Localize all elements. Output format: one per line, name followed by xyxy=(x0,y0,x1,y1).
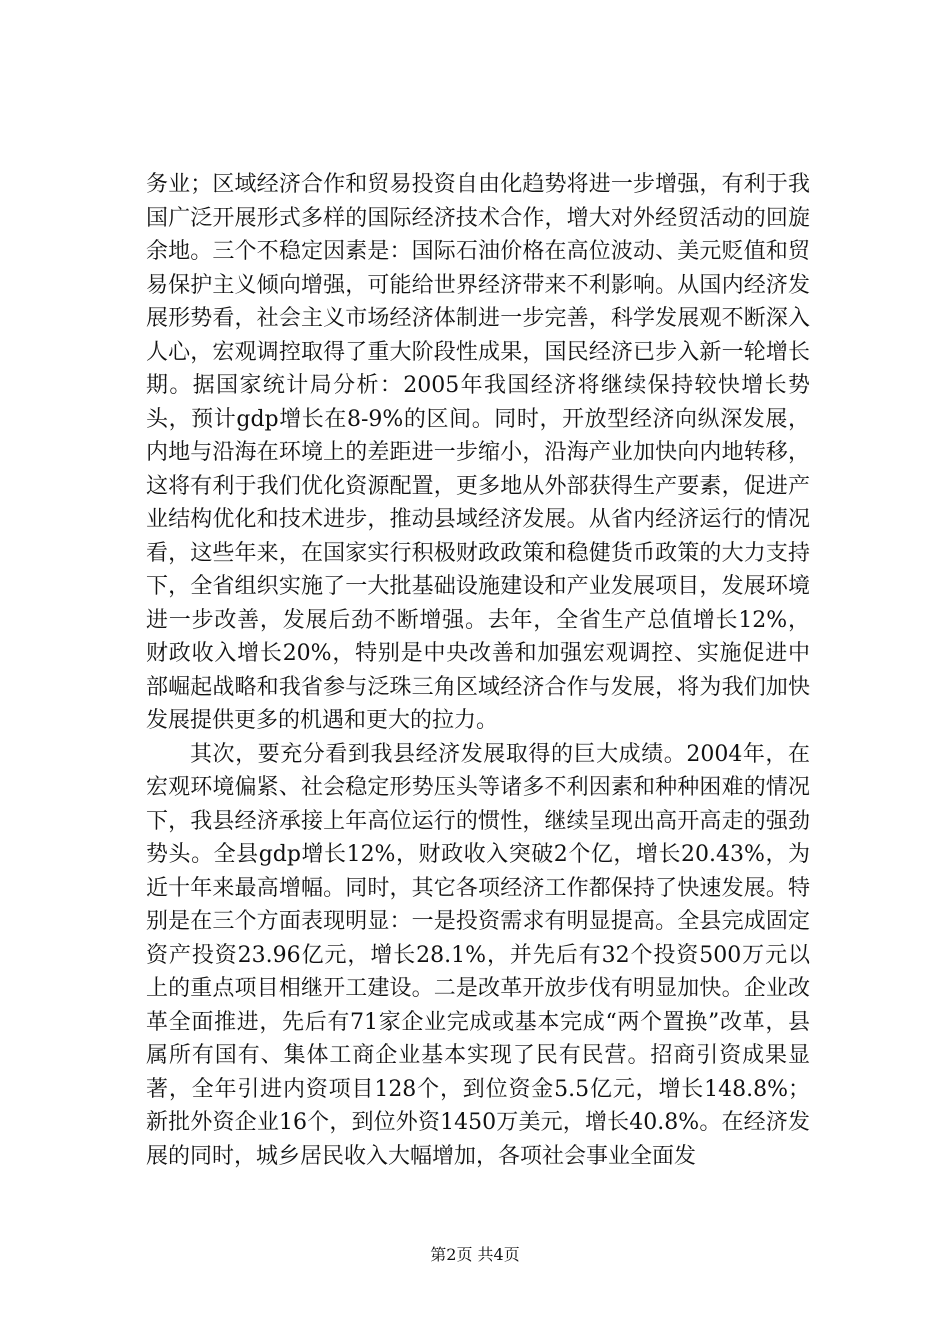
document-body xyxy=(146,168,810,1173)
page-number-label: 第2页 共4页 xyxy=(430,1245,520,1264)
paragraph-1: 务业；区域经济合作和贸易投资自由化趋势将进一步增强，有利于我国广泛开展形式多样的国际经济技术合作，增大对外经贸活动的回旋余地。三个不稳定因素是：国际石油价格在高位波动、美元贬值和贸易保护主义倾向增强，可能给世界经济带来不利影响。从国内经济发展形势看，社会主义市场经济体制进一步完善，科学发展观不断深入人心，宏观调控取得了重大阶段性成果，国民经济已步入新一轮增长期。据国家统计局分析：2005年我国经济将继续保持较快增长势头，预计gdp增长在8-9%的区间。同时，开放型经济向纵深发展，内地与沿海在环境上的差距进一步缩小，沿海产业加快向内地转移，这将有利于我们优化资源配置，更多地从外部获得生产要素，促进产业结构优化和技术进步，推动县域经济发展。从省内经济运行的情况看，这些年来，在国家实行积极财政政策和稳健货币政策的大力支持下，全省组织实施了一大批基础设施建设和产业发展项目，发展环境进一步改善，发展后劲不断增强。去年，全省生产总值增长12%，财政收入增长20%，特别是中央改善和加强宏观调控、实施促进中部崛起战略和我省参与泛珠三角区域经济合作与发展，将为我们加快发展提供更多的机遇和更大的拉力。 xyxy=(146,172,810,733)
paragraph-2: 其次，要充分看到我县经济发展取得的巨大成绩。2004年，在宏观环境偏紧、社会稳定形势压头等诸多不利因素和种种困难的情况下，我县经济承接上年高位运行的惯性，继续呈现出高开高走的强劲势头。全县gdp增长12%，财政收入突破2个亿，增长20.43%，为近十年来最高增幅。同时，其它各项经济工作都保持了快速发展。特别是在三个方面表现明显：一是投资需求有明显提高。全县完成固定资产投资23.96亿元，增长28.1%，并先后有32个投资500万元以上的重点项目相继开工建设。二是改革开放步伐有明显加快。企业改革全面推进，先后有71家企业完成或基本完成“两个置换”改革，县属所有国有、集体工商企业基本实现了民有民营。招商引资成果显著，全年引进内资项目128个，到位资金5.5亿元，增长148.8%；新批外资企业16个，到位外资1450万美元，增长40.8%。在经济发展的同时，城乡居民收入大幅增加，各项社会事业全面发 xyxy=(146,741,810,1169)
page-footer xyxy=(0,1244,950,1266)
